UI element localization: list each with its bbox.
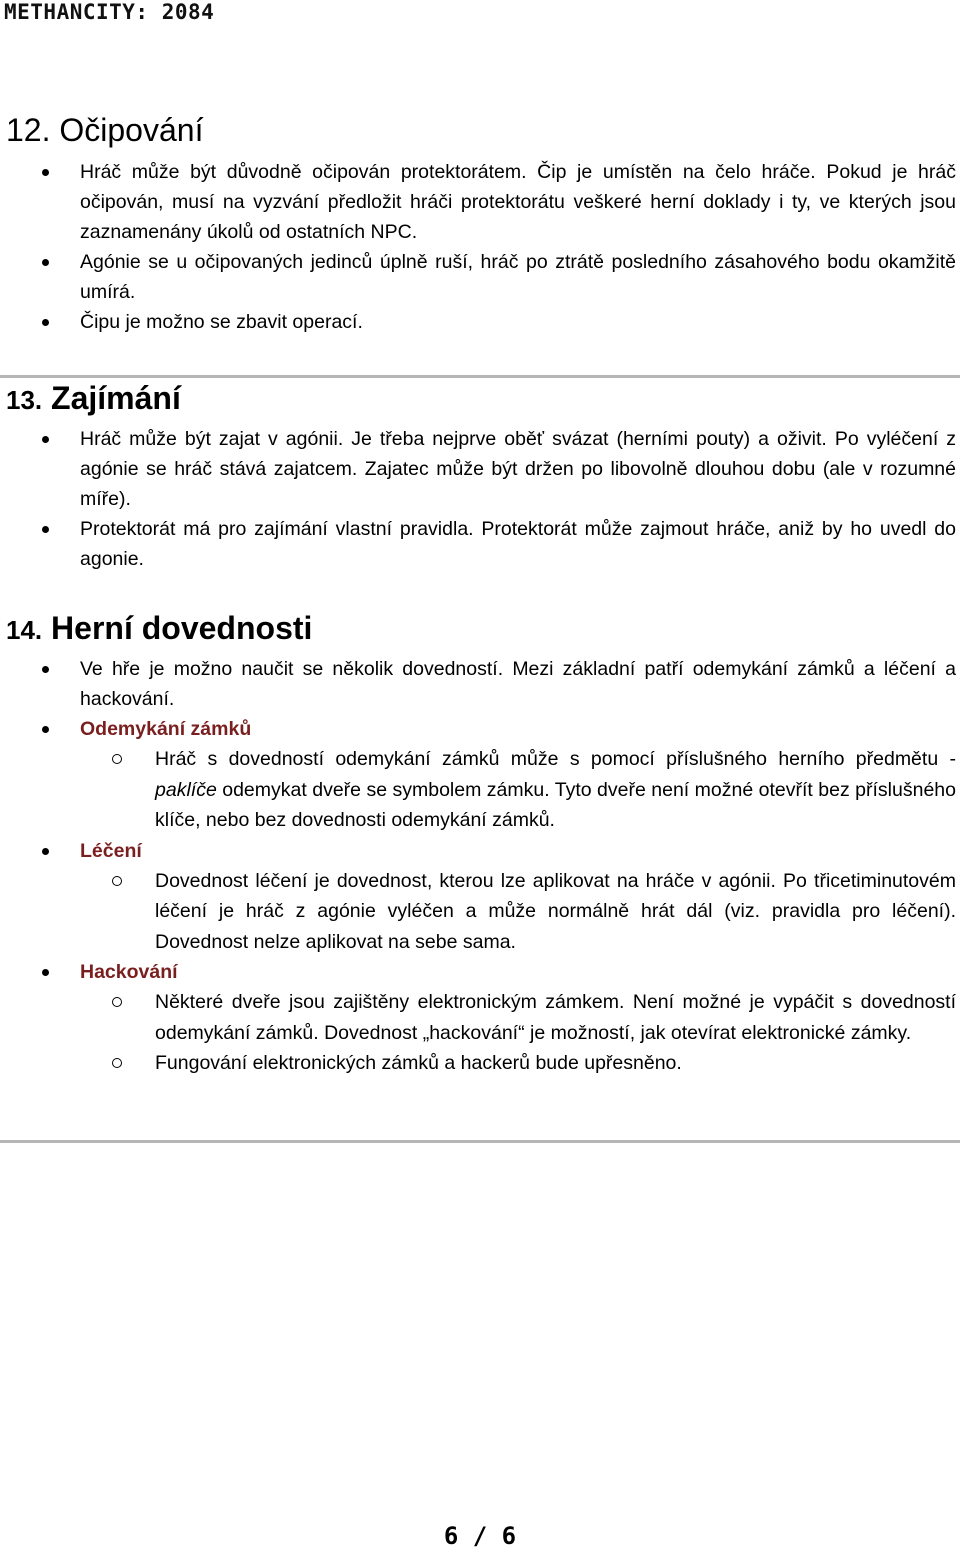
- section-14: [0, 612, 960, 1079]
- bullet-list: [0, 424, 960, 574]
- section-number: 14.: [6, 615, 43, 645]
- sub-list-item: Některé dveře jsou zajištěny elektronickým zámkem. Není možné je vypáčit s dovedností odemykání zámků. Dovednost „hackování“ je možností, jak otevírat elektronické zámky.: [0, 987, 960, 1048]
- bullet-list: [0, 157, 960, 337]
- skill-item: [0, 714, 960, 744]
- page-number: 6 / 6: [443, 1522, 517, 1550]
- section-heading: [0, 612, 960, 644]
- skill-label: Hackování: [80, 961, 178, 983]
- sub-list-item: Fungování elektronických zámků a hackerů bude upřesněno.: [0, 1048, 960, 1079]
- section-13: [0, 382, 960, 574]
- skill-item: [0, 836, 960, 866]
- list-item: Čipu je možno se zbavit operací.: [0, 307, 960, 337]
- italic-term: paklíče: [155, 778, 217, 801]
- list-item: Protektorát má pro zajímání vlastní pravidla. Protektorát může zajmout hráče, aniž by ho uvedl do agonie.: [0, 514, 960, 574]
- list-item: Agónie se u očipovaných jedinců úplně ruší, hráč po ztrátě posledního zásahového bodu okamžitě umírá.: [0, 247, 960, 307]
- text-span: odemykat dveře se symbolem zámku. Tyto dveře není možné otevřít bez příslušného klíče, nebo bez dovednosti odemykání zámků.: [155, 778, 956, 831]
- section-12: [0, 114, 960, 337]
- list-item: Ve hře je možno naučit se několik dovedností. Mezi základní patří odemykání zámků a léčení a hackování.: [0, 654, 960, 714]
- section-number: 12.: [6, 112, 51, 148]
- section-title: Herní dovednosti: [51, 610, 313, 646]
- sub-list-item: [0, 744, 960, 836]
- skill-item: [0, 957, 960, 987]
- skill-label: Odemykání zámků: [80, 718, 252, 740]
- skill-label: Léčení: [80, 839, 142, 862]
- section-number: 13.: [6, 385, 43, 415]
- bullet-list: [0, 654, 960, 1079]
- section-divider: [0, 375, 960, 378]
- sub-list-item: Dovednost léčení je dovednost, kterou lze aplikovat na hráče v agónii. Po třicetiminutovém léčení je hráč z agónie vyléčen a může normálně hrát dál (viz. pravidla pro léčení). Dovednost nelze aplikovat na sebe sama.: [0, 866, 960, 958]
- list-item: Hráč může být důvodně očipován protektorátem. Čip je umístěn na čelo hráče. Pokud je hráč očipován, musí na vyzvání předložit hráči protektorátu veškeré herní doklady i ty, ve kterých jsou zaznamenány úkolů od ostatních NPC.: [0, 157, 960, 247]
- list-item: Hráč může být zajat v agónii. Je třeba nejprve oběť svázat (herními pouty) a oživit. Po vyléčení z agónie se hráč stává zajatcem. Zajatec může být držen po libovolně dlouhou dobu (ale v rozumné míře).: [0, 424, 960, 514]
- section-divider: [0, 1140, 960, 1143]
- header-logo: METHANCITY: 2084: [4, 0, 215, 24]
- section-title: Zajímání: [51, 380, 181, 416]
- section-title: Očipování: [59, 112, 204, 148]
- section-heading: [0, 382, 960, 414]
- section-heading: [0, 114, 960, 146]
- text-span: Hráč s dovedností odemykání zámků může s pomocí příslušného herního předmětu -: [155, 748, 956, 770]
